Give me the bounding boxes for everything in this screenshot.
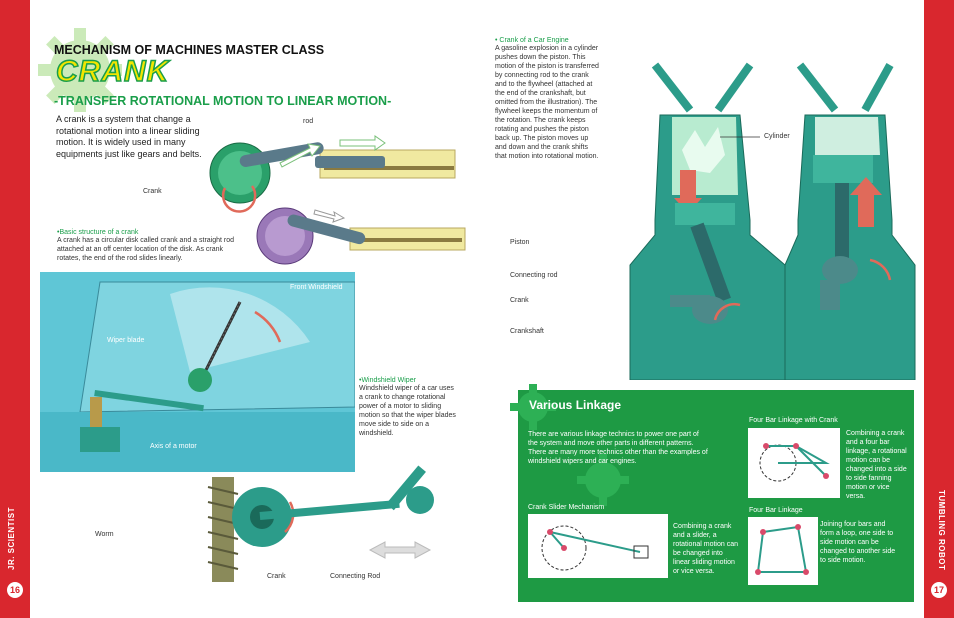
four-bar-diagram: [748, 517, 818, 585]
right-side-bar: [924, 0, 954, 618]
label-crankshaft: Crankshaft: [510, 328, 544, 335]
linkage-text: There are various linkage technics to power one part of the system and move other parts in different patterns. There are many more technics other than the examples of windshield wipers and car engines.: [528, 431, 708, 465]
right-page-number: 17: [931, 582, 947, 598]
class-header: MECHANISM OF MACHINES MASTER CLASS: [54, 43, 325, 57]
windshield-wiper-title: •Windshield Wiper: [359, 377, 416, 384]
label-connecting-rod: Connecting rod: [510, 272, 558, 279]
left-page-number: 16: [7, 582, 23, 598]
worm-crank-illustration: [200, 462, 470, 587]
four-bar-crank-title: Four Bar Linkage with Crank: [749, 417, 838, 424]
label-worm: Worm: [95, 531, 114, 538]
label-piston: Piston: [510, 239, 530, 246]
linkage-panel: [518, 390, 914, 602]
right-side-label: TUMBLING ROBOT: [937, 490, 946, 571]
label-rod: rod: [303, 118, 314, 125]
crank-slider-text: Combining a crank and a slider, a rotational motion can be changed into linear sliding motion or vice versa.: [673, 523, 738, 575]
label-crank-bottom: Crank: [267, 573, 286, 580]
label-cylinder: Cylinder: [764, 133, 790, 140]
left-side-bar: [0, 0, 30, 618]
page-subtitle: -TRANSFER ROTATIONAL MOTION TO LINEAR MOTION-: [54, 94, 392, 108]
label-axis-motor: Axis of a motor: [150, 443, 197, 450]
page-title: CRANK: [56, 55, 170, 88]
left-side-label: JR. SCIENTIST: [7, 507, 16, 570]
four-bar-crank-text: Combining a crank and a four bar linkage, a rotational motion can be changed into a side to side fanning motion or vice versa.: [846, 430, 907, 500]
label-crank: Crank: [510, 297, 529, 304]
linkage-title: Various Linkage: [529, 398, 622, 412]
basic-structure-title: •Basic structure of a crank: [57, 229, 139, 236]
crank-slider-diagram: [528, 514, 668, 578]
windshield-wiper-text: Windshield wiper of a car uses a crank to change rotational power of a motor to sliding motion so that the wiper blades move side to side on a windshield.: [359, 385, 456, 437]
windshield-panel: [40, 272, 355, 472]
engine-title: • Crank of a Car Engine: [495, 37, 569, 44]
engine-text: A gasoline explosion in a cylinder pushes down the piston. This motion of the piston is transferred by connecting rod to the crank and to the flywheel (attached at the end of the crankshaft, but omitted from the illustration). The flywheel keeps the momentum of the rotation. The crank keeps rotating and pushes the piston back up. The piston moves up and down and the crank shifts that motion into rotational motion.: [495, 45, 599, 160]
windshield-illustration: [40, 272, 355, 472]
basic-structure-text: A crank has a circular disk called crank and a straight rod attached at an off center location of the disk. As crank rotates, the end of the rod slides linearly.: [57, 237, 235, 262]
label-connecting-rod-bottom: Connecting Rod: [330, 573, 381, 580]
four-bar-crank-diagram: [748, 428, 840, 498]
engine-illustration: [600, 55, 920, 380]
label-crank-top: Crank: [143, 188, 162, 195]
label-front-windshield: Front Windshield: [290, 284, 343, 291]
label-wiper-blade: Wiper blade: [107, 337, 145, 344]
intro-text: A crank is a system that change a rotational motion into a linear sliding motion. It is widely used in many equipments just like gears and belts.: [56, 114, 202, 159]
four-bar-title: Four Bar Linkage: [749, 507, 803, 514]
crank-slider-title: Crank Slider Mechanism: [528, 504, 605, 511]
four-bar-text: Joining four bars and form a loop, one side to side motion can be changed to another side to side motion.: [820, 521, 896, 564]
